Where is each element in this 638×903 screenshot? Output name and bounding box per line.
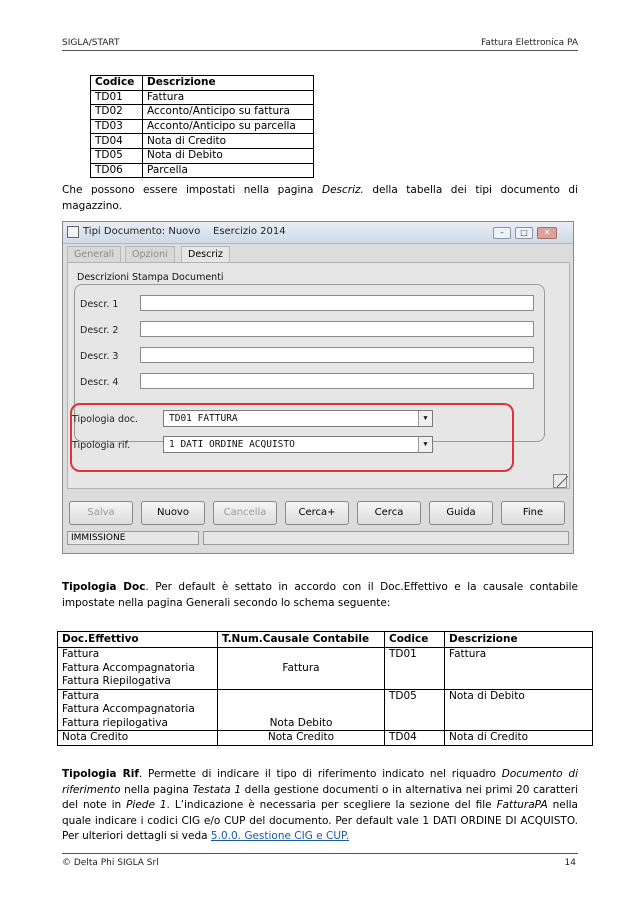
descrizione-cell: Nota di Debito xyxy=(445,689,593,731)
window-title: Tipi Documento: Nuovo xyxy=(83,226,201,237)
doc-effettivo-cell xyxy=(58,731,218,746)
doc-line: Nota Credito xyxy=(62,731,129,743)
doc-line: Fattura xyxy=(62,648,100,660)
maximize-icon[interactable]: □ xyxy=(515,227,533,239)
code-cell: TD01 xyxy=(91,90,143,105)
header-right: Fattura Elettronica PA xyxy=(480,38,578,48)
tipologia-doc-label: Tipologia doc. xyxy=(72,414,139,425)
schema-table-header xyxy=(58,632,593,648)
codice-cell: TD01 xyxy=(385,648,445,690)
salva-button[interactable]: Salva xyxy=(69,501,133,525)
codice-cell: TD05 xyxy=(385,689,445,731)
para1-italic: Descriz. xyxy=(321,184,364,196)
para3-italic: Piede 1 xyxy=(126,799,167,811)
tipologia-doc-select[interactable] xyxy=(163,410,433,427)
window-titlebar xyxy=(63,222,573,244)
descr2-input[interactable] xyxy=(140,321,534,337)
para1-text-a: Che possono essere impostati nella pagina xyxy=(62,184,322,196)
tipologia-doc-value: TD01 FATTURA xyxy=(169,413,238,424)
para3-italic: FatturaPA xyxy=(496,799,548,811)
tipologia-doc-paragraph xyxy=(62,580,578,611)
schema-header-codice: Codice xyxy=(385,632,445,648)
footer-copyright: © Delta Phi SIGLA Srl xyxy=(62,858,159,868)
cerca-plus-button[interactable]: Cerca+ xyxy=(285,501,349,525)
para3-text: nella quale indicare i codici CIG e/o CUP del documento. Per default vale 1 DATI ORDINE DI ACQUISTO. Per ulteriori dettagli si veda xyxy=(62,799,578,842)
para3-text: . Permette di indicare il tipo di riferimento indicato nel riquadro xyxy=(138,768,502,780)
status-bar-mode: IMMISSIONE xyxy=(67,531,199,545)
tab-descriz[interactable]: Descriz xyxy=(181,246,230,263)
table-row xyxy=(58,648,593,690)
description-cell: Acconto/Anticipo su parcella xyxy=(143,119,314,134)
descr2-label: Descr. 2 xyxy=(80,325,119,336)
tab-opzioni[interactable]: Opzioni xyxy=(125,246,175,262)
chevron-down-icon[interactable]: ▼ xyxy=(418,437,432,452)
header-left: SIGLA/START xyxy=(62,38,120,48)
table-row xyxy=(91,148,314,163)
tipi-documento-window xyxy=(62,221,574,554)
fine-button[interactable]: Fine xyxy=(501,501,565,525)
para3-text: della gestione documenti o in alternativa nei primi 20 caratteri del note in xyxy=(62,783,578,811)
description-cell: Acconto/Anticipo su fattura xyxy=(143,105,314,120)
chevron-down-icon[interactable]: ▼ xyxy=(418,411,432,426)
para3-text: nella pagina xyxy=(120,783,193,796)
codice-cell: TD04 xyxy=(385,731,445,746)
table-row xyxy=(91,105,314,120)
descriz-panel xyxy=(67,262,570,489)
descrizione-cell: Fattura xyxy=(445,648,593,690)
tipologia-rif-select[interactable] xyxy=(163,436,433,453)
cancella-button[interactable]: Cancella xyxy=(213,501,277,525)
doc-line: Fattura Riepilogativa xyxy=(62,675,171,687)
page-number: 14 xyxy=(564,858,576,868)
cig-cup-link[interactable]: 5.0.0. Gestione CIG e CUP. xyxy=(210,830,350,842)
para3-text: . L’indicazione è necessaria per scegliere la sezione del file xyxy=(166,799,497,811)
code-cell: TD03 xyxy=(91,119,143,134)
schema-header-doc: Doc.Effettivo xyxy=(58,632,218,648)
header-divider xyxy=(62,50,578,51)
status-bar-info xyxy=(203,531,569,545)
table-row xyxy=(58,731,593,746)
footer-divider xyxy=(62,853,578,854)
description-cell: Fattura xyxy=(143,90,314,105)
tipologia-rif-label: Tipologia rif. xyxy=(72,440,131,451)
descr1-input[interactable] xyxy=(140,295,534,311)
para1-text-b: della tabella dei tipi documento di magazzino. xyxy=(62,184,578,212)
causale-cell: Nota Debito xyxy=(218,689,385,731)
codes-table-header xyxy=(91,76,314,91)
descr3-input[interactable] xyxy=(140,347,534,363)
para2-bold: Tipologia Doc xyxy=(62,581,146,593)
descr1-label: Descr. 1 xyxy=(80,299,119,310)
window-subtitle: Esercizio 2014 xyxy=(213,226,286,237)
tipologia-rif-paragraph xyxy=(62,767,578,845)
doc-line: Fattura Accompagnatoria xyxy=(62,703,195,715)
app-icon xyxy=(67,226,79,238)
codes-table xyxy=(90,75,314,178)
nuovo-button[interactable]: Nuovo xyxy=(141,501,205,525)
schema-table xyxy=(57,631,593,746)
doc-line: Fattura Accompagnatoria xyxy=(62,661,195,674)
table-row xyxy=(91,119,314,134)
table-row xyxy=(91,163,314,178)
description-cell: Parcella xyxy=(143,163,314,178)
descrizione-cell: Nota di Credito xyxy=(445,731,593,746)
tab-generali[interactable]: Generali xyxy=(67,246,121,262)
table-row xyxy=(91,90,314,105)
close-icon[interactable]: ✕ xyxy=(537,227,557,239)
code-cell: TD04 xyxy=(91,134,143,149)
para3-bold: Tipologia Rif xyxy=(62,768,139,780)
cerca-button[interactable]: Cerca xyxy=(357,501,421,525)
descr3-label: Descr. 3 xyxy=(80,351,119,362)
causale-cell: Fattura xyxy=(218,648,385,690)
description-cell: Nota di Credito xyxy=(143,134,314,149)
code-cell: TD05 xyxy=(91,148,143,163)
group-label: Descrizioni Stampa Documenti xyxy=(77,272,224,283)
causale-cell: Nota Credito xyxy=(218,731,385,746)
para3-italic: Documento di riferimento xyxy=(62,768,578,796)
para2-text: . Per default è settato in accordo con il Doc.Effettivo e la causale contabile impostate nella pagina Generali secondo lo schema seguente: xyxy=(62,581,578,609)
doc-line: Fattura riepilogativa xyxy=(62,716,168,729)
descr4-input[interactable] xyxy=(140,373,534,389)
doc-line: Fattura xyxy=(62,689,100,702)
para3-italic: Testata 1 xyxy=(192,783,242,796)
description-cell: Nota di Debito xyxy=(143,148,314,163)
resize-grip-icon[interactable] xyxy=(553,474,567,488)
codes-header-descrizione: Descrizione xyxy=(143,76,314,91)
code-cell: TD02 xyxy=(91,105,143,120)
doc-effettivo-cell xyxy=(58,689,218,731)
code-cell: TD06 xyxy=(91,163,143,178)
schema-header-causale: T.Num.Causale Contabile xyxy=(218,632,385,648)
table-row xyxy=(58,689,593,731)
minimize-icon[interactable]: – xyxy=(493,227,511,239)
descr4-label: Descr. 4 xyxy=(80,377,119,388)
intro-paragraph xyxy=(62,183,578,214)
codes-header-codice: Codice xyxy=(91,76,143,91)
guida-button[interactable]: Guida xyxy=(429,501,493,525)
table-row xyxy=(91,134,314,149)
schema-header-descrizione: Descrizione xyxy=(445,632,593,648)
tipologia-rif-value: 1 DATI ORDINE ACQUISTO xyxy=(169,439,295,450)
doc-effettivo-cell xyxy=(58,648,218,690)
